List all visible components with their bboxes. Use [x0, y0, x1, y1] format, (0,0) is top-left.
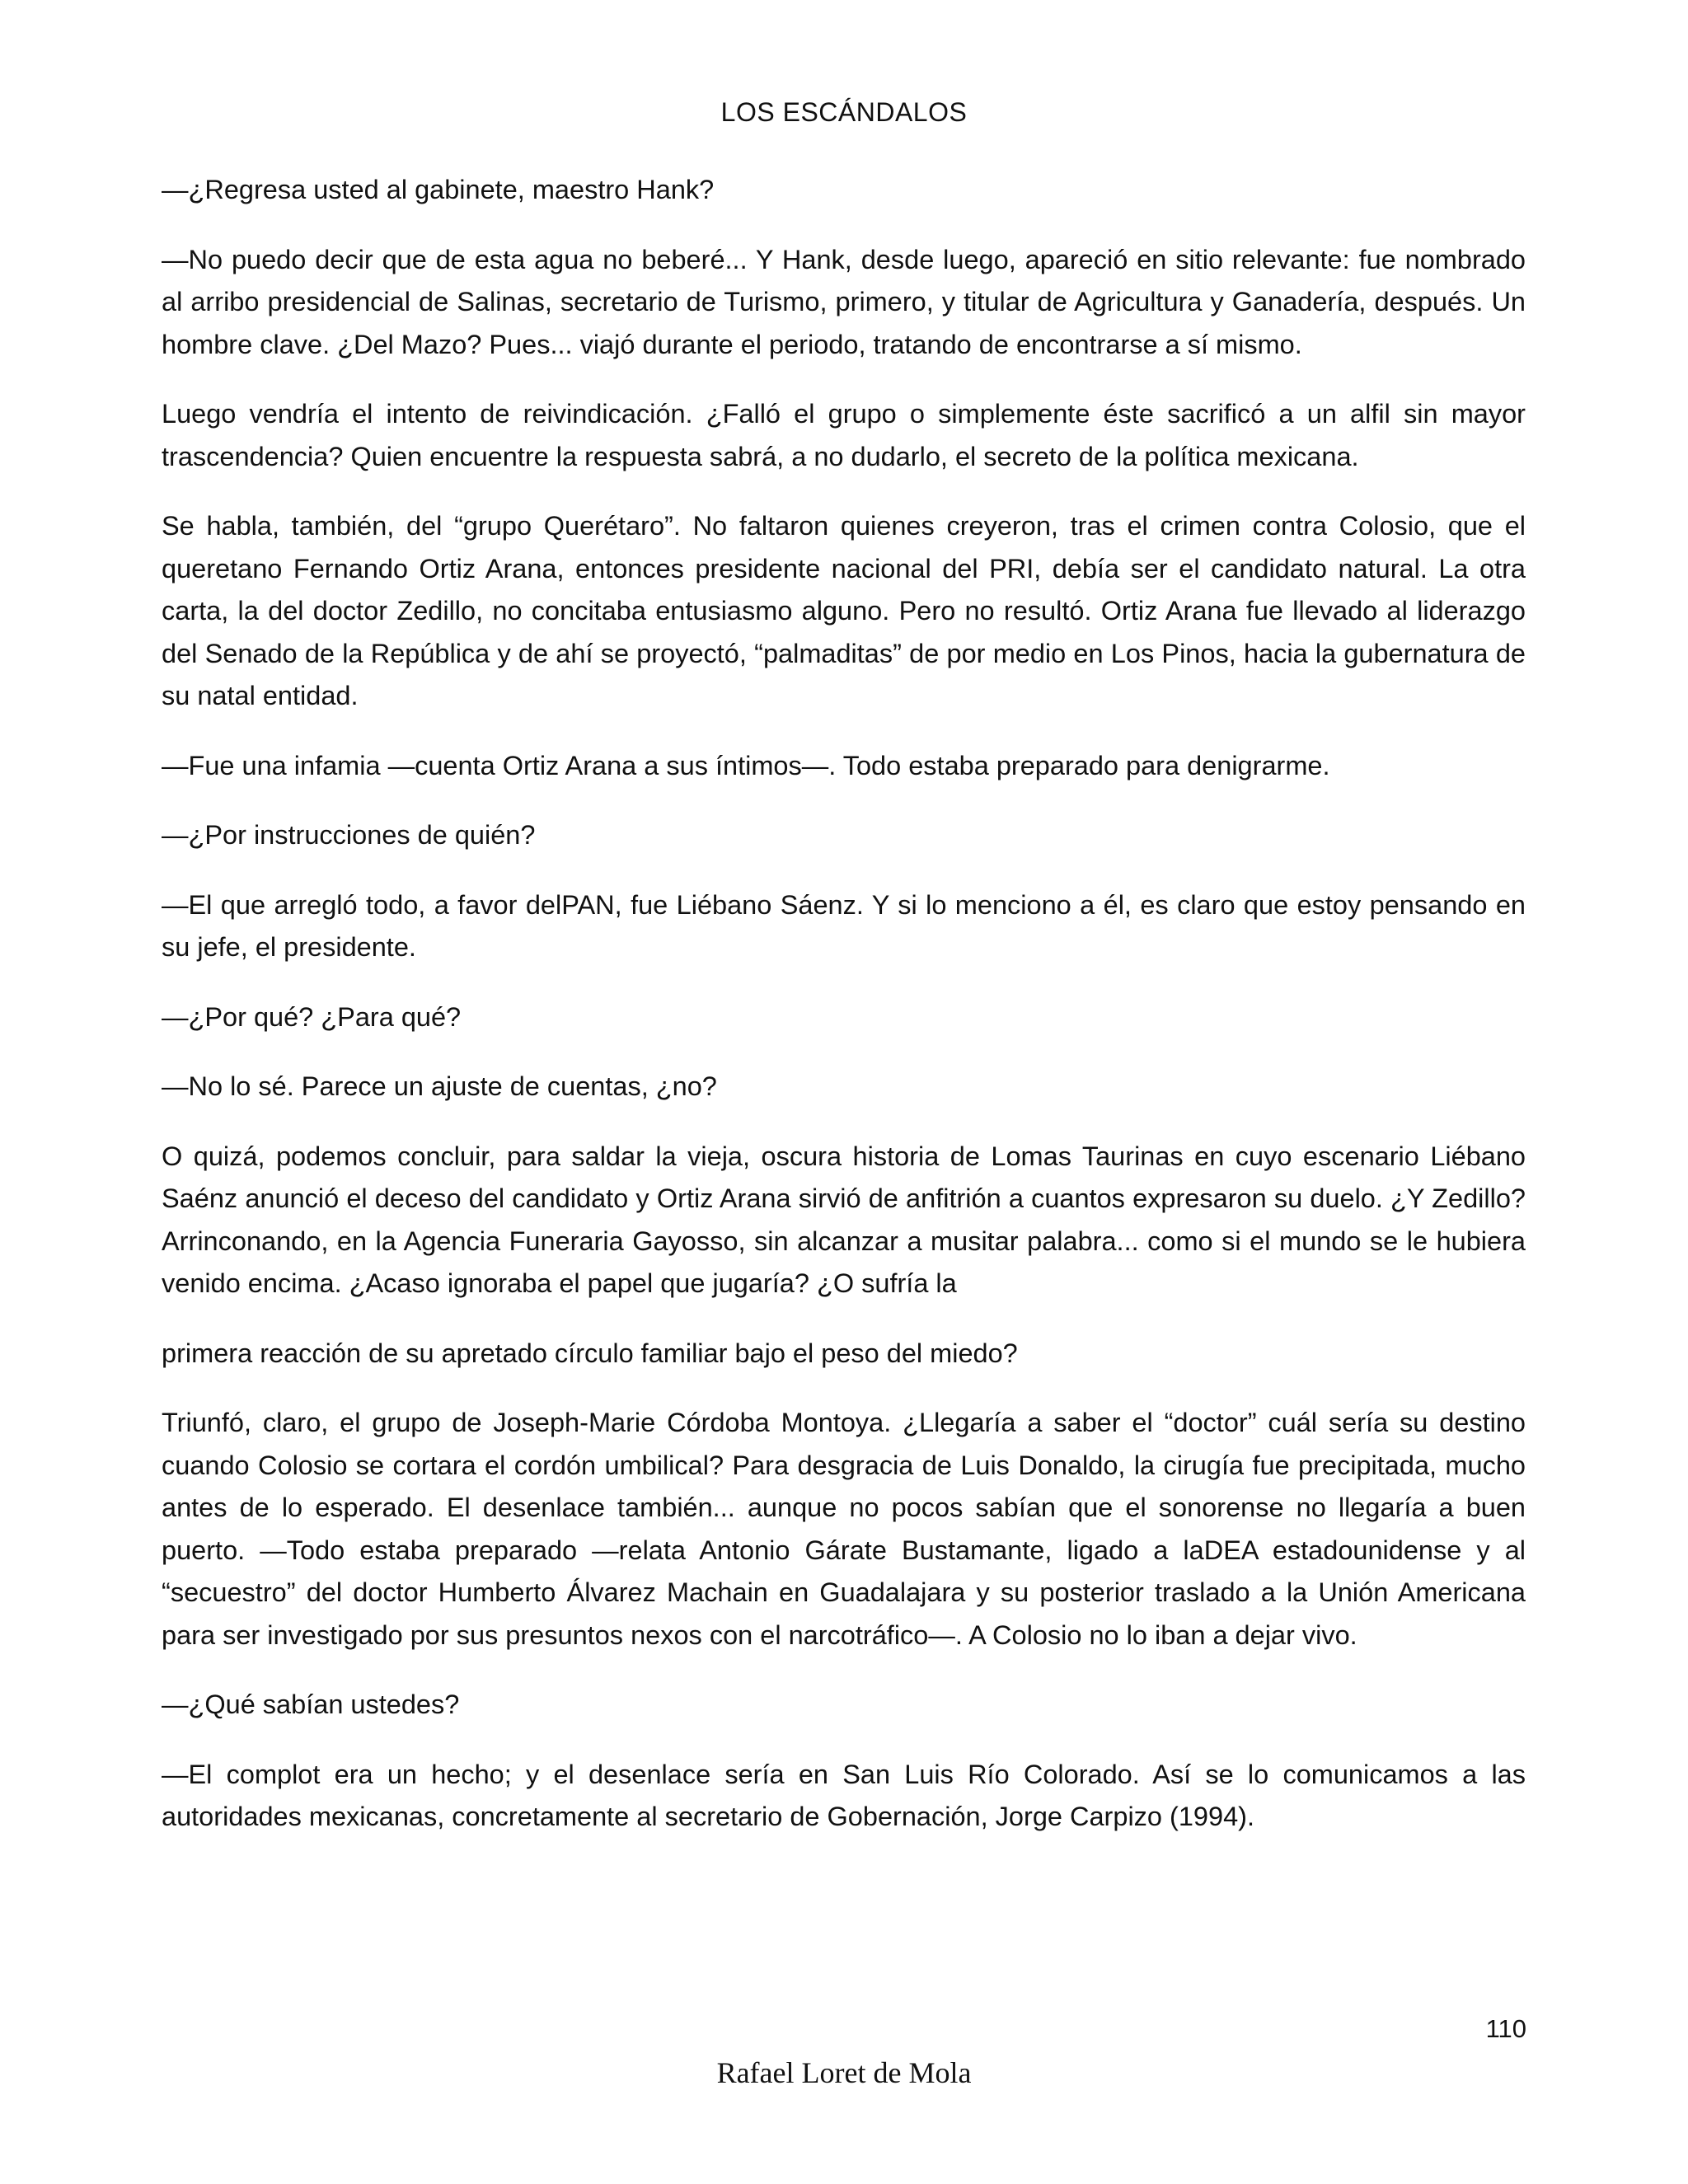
paragraph: O quizá, podemos concluir, para saldar la vieja, oscura historia de Lomas Taurinas en cuyo escenario Liébano Saénz anunció el deceso del candidato y Ortiz Arana sirvió de anfitrión a cuantos expresaron su duelo. ¿Y Zedillo? Arrinconando, en la Agencia Funeraria Gayosso, sin alcanzar a musitar palabra... como si el mundo se le hubiera venido encima. ¿Acaso ignoraba el papel que jugaría? ¿O sufría la [162, 1141, 1526, 1298]
paragraph: —¿Qué sabían ustedes? [162, 1690, 460, 1719]
running-header: LOS ESCÁNDALOS [720, 97, 968, 127]
paragraph: —¿Por qué? ¿Para qué? [162, 1001, 462, 1032]
paragraph: —Fue una infamia —cuenta Ortiz Arana a sus íntimos—. Todo estaba preparado para denigrarme. [162, 750, 1330, 780]
paragraph: —No puedo decir que de esta agua no beberé... Y Hank, desde luego, apareció en sitio relevante: fue nombrado al arribo presidencial de Salinas, secretario de Turismo, primero, y titular de Agricultura y Ganadería, después. Un hombre clave. ¿Del Mazo? Pues... viajó durante el periodo, tratando de encontrarse a sí mismo. [162, 244, 1526, 359]
paragraph: primera reacción de su apretado círculo familiar bajo el peso del miedo? [162, 1338, 1018, 1368]
paragraph: —¿Por instrucciones de quién? [162, 820, 536, 850]
paragraph: —No lo sé. Parece un ajuste de cuentas, ¿no? [162, 1071, 717, 1101]
body-text [162, 169, 1526, 1866]
paragraph: Luego vendría el intento de reivindicación. ¿Falló el grupo o simplemente éste sacrificó a un alfil sin mayor trascendencia? Quien encuentre la respuesta sabrá, a no dudarlo, el secreto de la política mexicana. [162, 399, 1526, 471]
paragraph: Triunfó, claro, el grupo de Joseph-Marie Córdoba Montoya. ¿Llegaría a saber el “doctor” cuál sería su destino cuando Colosio se cortara el cordón umbilical? Para desgracia de Luis Donaldo, la cirugía fue precipitada, mucho antes de lo esperado. El desenlace también... aunque no pocos sabían que el sonorense no llegaría a buen puerto. —Todo estaba preparado —relata Antonio Gárate Bustamante, ligado a laDEA estadounidense y al “secuestro” del doctor Humberto Álvarez Machain en Guadalajara y su posterior traslado a la Unión Americana para ser investigado por sus presuntos nexos con el narcotráfico—. A Colosio no lo iban a dejar vivo. [162, 1408, 1526, 1650]
paragraph: —El que arregló todo, a favor delPAN, fue Liébano Sáenz. Y si lo menciono a él, es claro que estoy pensando en su jefe, el presidente. [162, 889, 1526, 962]
paragraph: Se habla, también, del “grupo Querétaro”. No faltaron quienes creyeron, tras el crimen contra Colosio, que el queretano Fernando Ortiz Arana, entonces presidente nacional del PRI, debía ser el candidato natural. La otra carta, la del doctor Zedillo, no concitaba entusiasmo alguno. Pero no resultó. Ortiz Arana fue llevado al liderazgo del Senado de la República y de ahí se proyectó, “palmaditas” de por medio en Los Pinos, hacia la gubernatura de su natal entidad. [162, 511, 1526, 710]
paragraph: —¿Regresa usted al gabinete, maestro Hank? [162, 175, 715, 204]
page-number: 110 [1485, 2014, 1526, 2043]
paragraph: —El complot era un hecho; y el desenlace sería en San Luis Río Colorado. Así se lo comunicamos a las autoridades mexicanas, concretamente al secretario de Gobernación, Jorge Carpizo (1994). [162, 1759, 1526, 1831]
author-footer: Rafael Loret de Mola [716, 2056, 972, 2089]
